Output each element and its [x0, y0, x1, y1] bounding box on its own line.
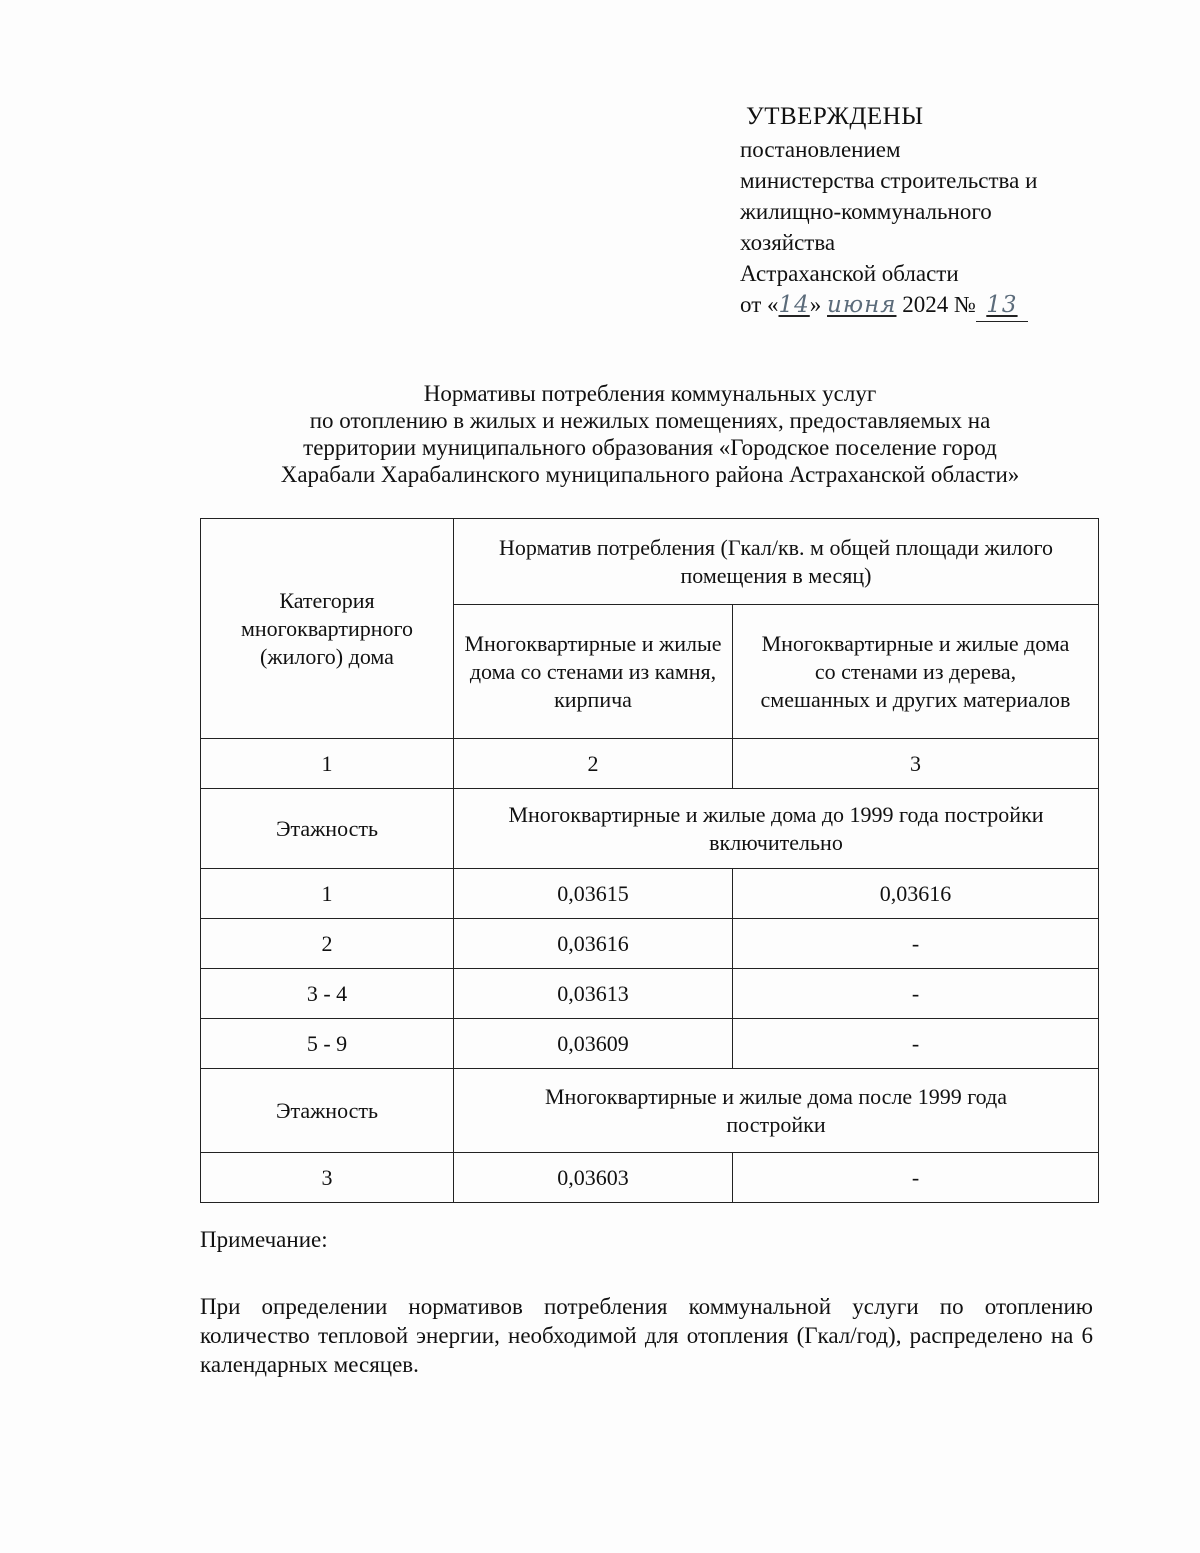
wood-value-cell: - — [733, 1019, 1099, 1069]
wood-value-cell: - — [733, 1153, 1099, 1203]
title-line: Нормативы потребления коммунальных услуг — [423, 381, 877, 406]
floors-cell: 2 — [201, 919, 454, 969]
approval-line: постановлением — [740, 137, 901, 162]
handwritten-number: 13 — [976, 290, 1028, 322]
table-header-row — [201, 519, 1099, 605]
approval-line: хозяйства — [740, 230, 836, 255]
column-number: 3 — [733, 739, 1099, 789]
stone-value-cell: 0,03616 — [454, 919, 733, 969]
floors-cell: 5 - 9 — [201, 1019, 454, 1069]
section-header-row — [201, 789, 1099, 869]
note-text: При определении нормативов потребления коммунальной услуги по отоплению количество тепловой энергии, необходимой для отопления (Гкал/год), распределено на 6 календарных месяцев. — [200, 1294, 1093, 1377]
title-line: территории муниципального образования «Городское поселение город — [303, 435, 997, 460]
norm-header-cell: Норматив потребления (Гкал/кв. м общей площади жилого помещения в месяц) — [454, 519, 1099, 605]
approval-block — [740, 100, 1140, 322]
table-row — [201, 1019, 1099, 1069]
wood-header-cell: Многоквартирные и жилые дома со стенами из дерева, смешанных и других материалов — [733, 605, 1099, 739]
title-line: Харабали Харабалинского муниципального района Астраханской области» — [280, 462, 1020, 487]
column-number: 2 — [454, 739, 733, 789]
wood-value-cell: - — [733, 919, 1099, 969]
wood-value-cell: - — [733, 969, 1099, 1019]
wood-value-cell: 0,03616 — [733, 869, 1099, 919]
stone-value-cell: 0,03613 — [454, 969, 733, 1019]
approval-line: Астраханской области — [740, 261, 959, 286]
table-row — [201, 869, 1099, 919]
approval-heading: УТВЕРЖДЕНЫ — [746, 103, 924, 130]
table-row — [201, 969, 1099, 1019]
document-title — [200, 380, 1100, 488]
stone-value-cell: 0,03609 — [454, 1019, 733, 1069]
title-line: по отоплению в жилых и нежилых помещениях, предоставляемых на — [309, 408, 991, 433]
handwritten-day: 14 — [778, 292, 810, 318]
floors-cell: 3 — [201, 1153, 454, 1203]
floors-cell: 1 — [201, 869, 454, 919]
note-title: Примечание: — [200, 1227, 328, 1252]
section-title: Многоквартирные и жилые дома до 1999 года постройки включительно — [454, 789, 1099, 869]
norms-table — [200, 518, 1099, 1203]
column-number: 1 — [201, 739, 454, 789]
date-prefix: от « — [740, 292, 779, 317]
handwritten-month: июня — [827, 292, 897, 318]
section-title: Многоквартирные и жилые дома после 1999 года постройки — [454, 1069, 1099, 1153]
stone-value-cell: 0,03603 — [454, 1153, 733, 1203]
approval-line: жилищно-коммунального — [740, 199, 992, 224]
category-header-cell: Категория многоквартирного (жилого) дома — [201, 519, 454, 739]
date-year-number: 2024 № — [902, 292, 976, 317]
table-row — [201, 1153, 1099, 1203]
approval-date — [740, 289, 1140, 322]
section-label: Этажность — [201, 1069, 454, 1153]
section-header-row — [201, 1069, 1099, 1153]
column-number-row — [201, 739, 1099, 789]
approval-line: министерства строительства и — [740, 168, 1038, 193]
section-label: Этажность — [201, 789, 454, 869]
stone-value-cell: 0,03615 — [454, 869, 733, 919]
table-row — [201, 919, 1099, 969]
stone-header-cell: Многоквартирные и жилые дома со стенами из камня, кирпича — [454, 605, 733, 739]
date-day-suffix: » — [809, 292, 822, 317]
floors-cell: 3 - 4 — [201, 969, 454, 1019]
